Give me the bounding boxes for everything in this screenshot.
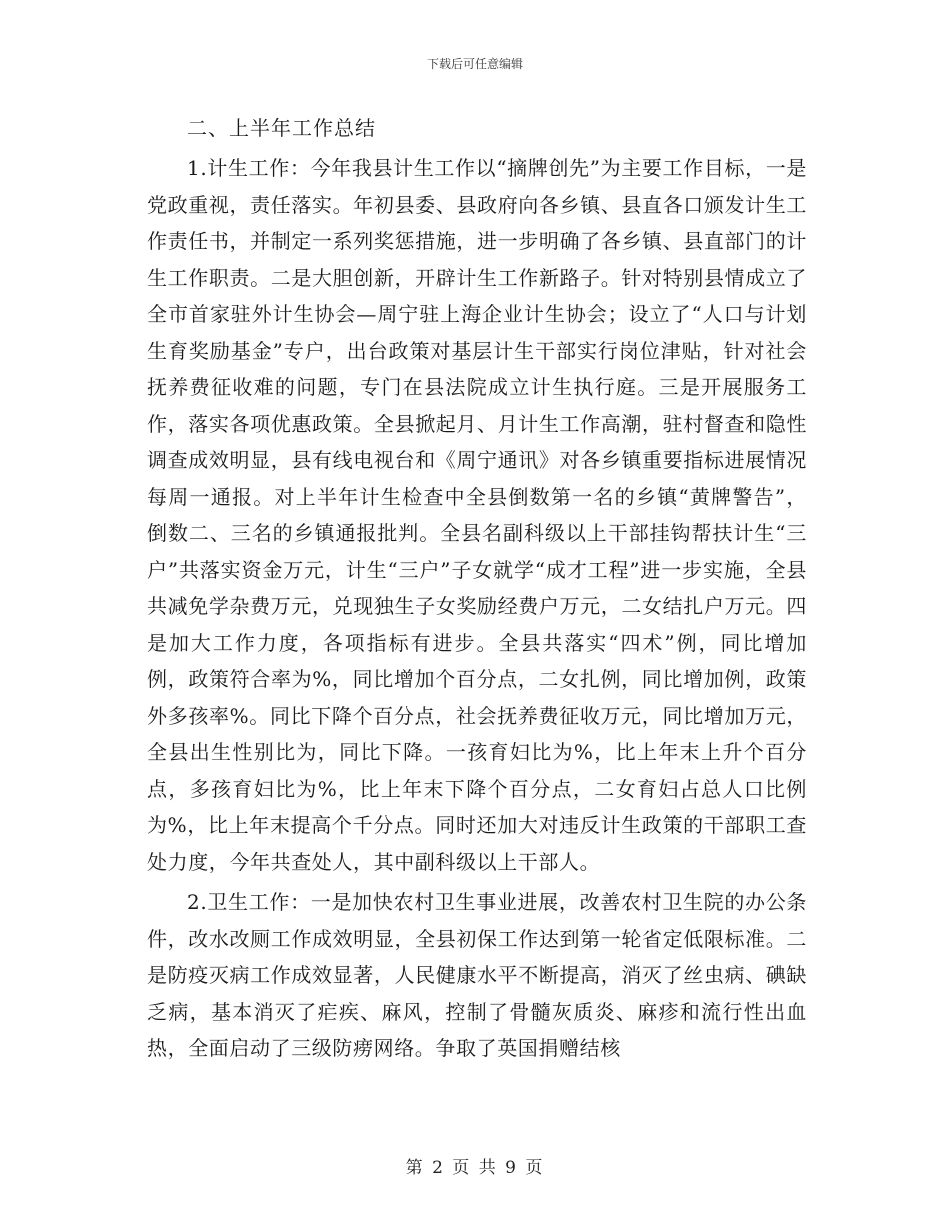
paragraph-health: 2.卫生工作：一是加快农村卫生事业进展，改善农村卫生院的办公条件，改水改厕工作成效明显，全县初保工作达到第一轮省定低限标准。二是防疫灭病工作成效显著，人民健康水平不断提高，消灭了丝虫病、碘缺乏病，基本消灭了疟疾、麻风，控制了骨髓灰质炎、麻疹和流行性出血热，全面启动了三级防痨网络。争取了英国捐赠结核: [147, 890, 807, 1060]
page-number: 第 2 页 共 9 页: [405, 1158, 545, 1178]
page-header: 下载后可任意编辑: [426, 57, 523, 71]
paragraph-family-planning: 1.计生工作：今年我县计生工作以“摘牌创先”为主要工作目标，一是党政重视，责任落实。年初县委、县政府向各乡镇、县直各口颁发计生工作责任书，并制定一系列奖惩措施，进一步明确了各乡镇、县直部门的计生工作职责。二是大胆创新，开辟计生工作新路子。针对特别县情成立了全市首家驻外计生协会—周宁驻上海企业计生协会；设立了“人口与计划生育奖励基金”专户，出台政策对基层计生干部实行岗位津贴，针对社会抚养费征收难的问题，专门在县法院成立计生执行庭。三是开展服务工作，落实各项优惠政策。全县掀起月、月计生工作高潮，驻村督查和隐性调查成效明显，县有线电视台和《周宁通讯》对各乡镇重要指标进展情况每周一通报。对上半年计生检查中全县倒数第一名的乡镇“黄牌警告”，倒数二、三名的乡镇通报批判。全县名副科级以上干部挂钩帮扶计生“三户”共落实资金万元，计生“三户”子女就学“成才工程”进一步实施，全县共减免学杂费万元，兑现独生子女奖励经费户万元，二女结扎户万元。四是加大工作力度，各项指标有进步。全县共落实“四术”例，同比增加例，政策符合率为%，同比增加个百分点，二女扎例，同比增加例，政策外多孩率%。同比下降个百分点，社会抚养费征收万元，同比增加万元，全县出生性别比为，同比下降。一孩育妇比为%，比上年末上升个百分点，多孩育妇比为%，比上年末下降个百分点，二女育妇占总人口比例为%，比上年末提高个千分点。同时还加大对违反计生政策的干部职工查处力度，今年共查处人，其中副科级以上干部人。: [147, 156, 807, 874]
document-body: [147, 110, 807, 1071]
section-title: 二、上半年工作总结: [187, 116, 376, 140]
